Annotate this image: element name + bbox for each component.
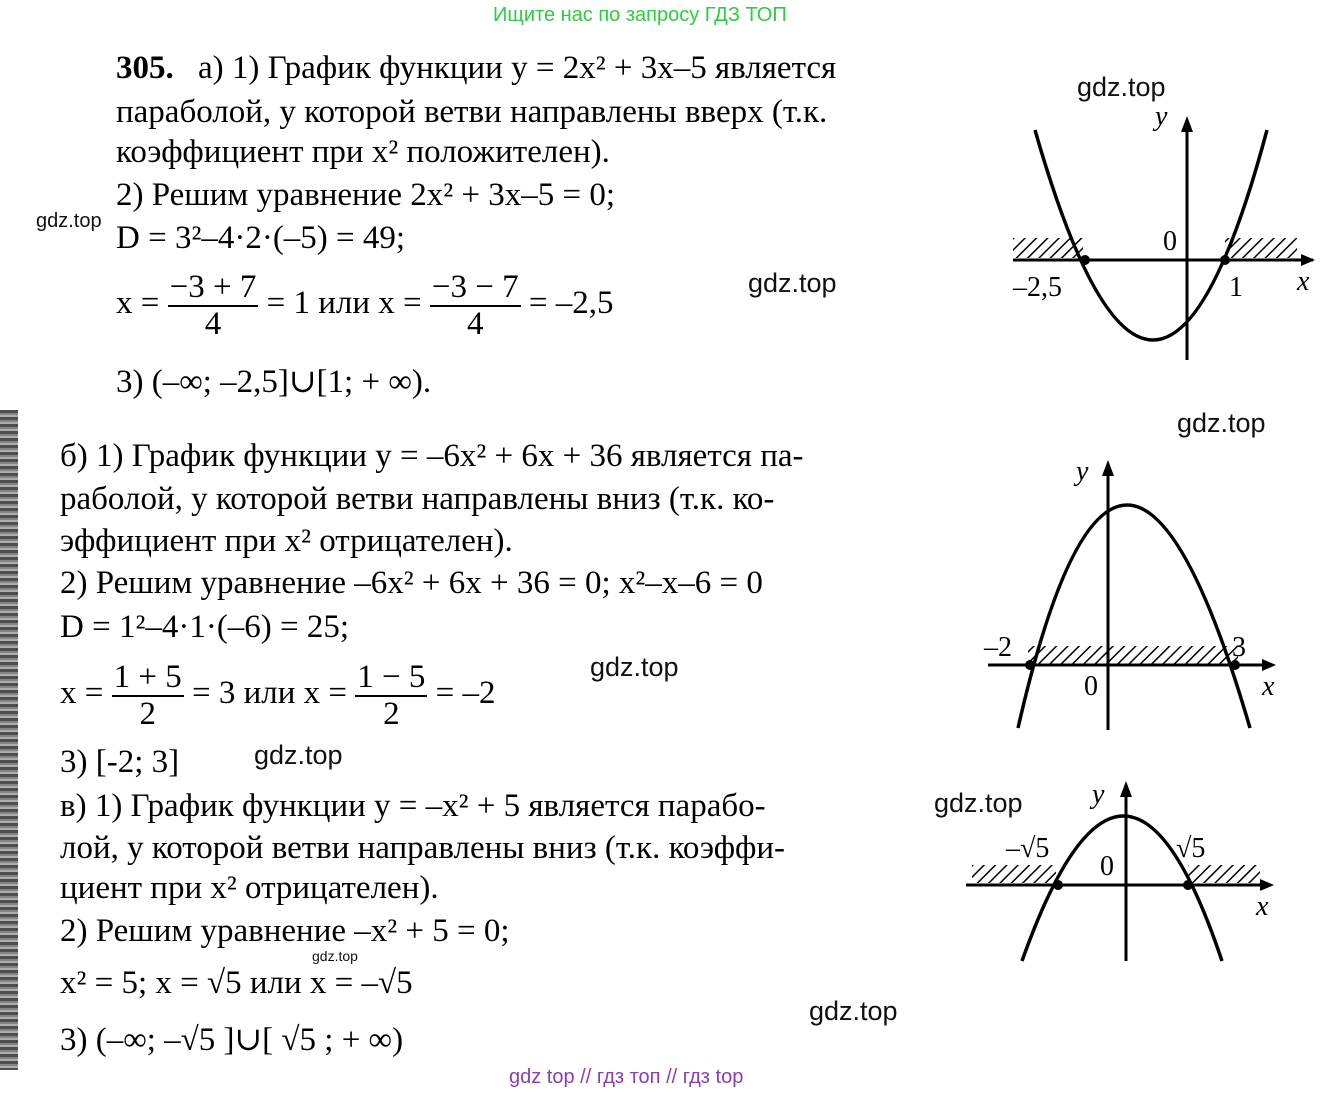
root-point-left xyxy=(1025,660,1035,670)
watermark: gdz.top xyxy=(1177,408,1266,438)
part-c-line-3: циент при x² отрицателен). xyxy=(60,870,439,906)
part-c-answer: 3) (–∞; –√5 ]∪[ √5 ; + ∞) xyxy=(60,1022,404,1058)
root-point-right xyxy=(1183,880,1193,890)
x-label: x xyxy=(1262,671,1275,702)
fraction-2 xyxy=(430,270,521,341)
origin-label: 0 xyxy=(1163,226,1177,257)
fraction-numerator: 1 − 5 xyxy=(357,659,426,695)
part-a-line-4: 2) Решим уравнение 2x² + 3x–5 = 0; xyxy=(116,177,616,213)
root-right-label: √5 xyxy=(1176,833,1206,864)
part-c-line-5: x² = 5; x = √5 или x = –√5 xyxy=(60,965,413,1001)
part-a-answer: 3) (–∞; –2,5]∪[1; + ∞). xyxy=(116,364,432,400)
part-b-line-4: 2) Решим уравнение –6x² + 6x + 36 = 0; x²–x–6 = 0 xyxy=(60,565,763,601)
graph-b xyxy=(980,450,1290,735)
graph-c xyxy=(960,775,1290,965)
hatch-between xyxy=(1028,646,1238,664)
part-c-line-1: в) 1) График функции y = –x² + 5 является парабо- xyxy=(60,788,766,824)
fraction-denominator: 4 xyxy=(204,305,222,342)
y-axis-arrow-icon xyxy=(1120,781,1132,797)
x-prefix: x = xyxy=(116,285,168,322)
hatch-left xyxy=(972,865,1056,883)
watermark: gdz.top xyxy=(36,210,102,232)
fraction-1 xyxy=(168,270,259,341)
watermark: gdz.top xyxy=(809,996,898,1026)
fraction-numerator: 1 + 5 xyxy=(113,659,182,695)
fraction-numerator: −3 − 7 xyxy=(431,269,519,305)
solution-end: = –2,5 xyxy=(520,285,614,322)
solution-end: = –2 xyxy=(427,675,496,712)
part-c-line-4: 2) Решим уравнение –x² + 5 = 0; xyxy=(60,913,510,949)
x-axis-arrow-icon xyxy=(1301,254,1315,266)
watermark: gdz.top xyxy=(254,740,343,770)
root-left-label: –2 xyxy=(984,632,1012,663)
x-axis-arrow-icon xyxy=(1260,879,1274,891)
fraction-denominator: 2 xyxy=(383,695,400,732)
solution-middle: = 1 или x = xyxy=(258,285,430,322)
part-b-line-5: D = 1²–4·1·(–6) = 25; xyxy=(60,609,350,645)
part-b-line-1: б) 1) График функции y = –6x² + 6x + 36 является па- xyxy=(60,438,804,474)
part-a-line-2: параболой, у которой ветви направлены вверх (т.к. xyxy=(116,94,828,130)
part-a-line-5: D = 3²–4·2·(–5) = 49; xyxy=(116,220,406,256)
watermark: gdz.top xyxy=(590,652,679,682)
part-b-answer: 3) [-2; 3] xyxy=(60,744,180,780)
parabola-a xyxy=(1035,130,1267,340)
root-point-right xyxy=(1220,255,1230,265)
solution-middle: = 3 или x = xyxy=(183,675,356,712)
hatch-right xyxy=(1188,865,1260,883)
x-label: x xyxy=(1297,266,1310,297)
root-point-left xyxy=(1080,255,1090,265)
top-banner: Ищите нас по запросу ГДЗ ТОП xyxy=(493,4,787,26)
y-axis-arrow-icon xyxy=(1102,460,1114,476)
fraction-denominator: 2 xyxy=(139,695,156,732)
parabola-b xyxy=(1018,505,1250,728)
graph-a xyxy=(1005,110,1325,370)
watermark: gdz.top xyxy=(1077,72,1166,102)
y-axis-arrow-icon xyxy=(1181,116,1193,132)
y-label: y xyxy=(1076,456,1089,487)
part-b-line-3: эффициент при x² отрицателен). xyxy=(60,523,513,559)
part-c-line-2: лой, у которой ветви направлены вниз (т.к. коэффи- xyxy=(60,830,786,866)
origin-label: 0 xyxy=(1084,671,1098,702)
watermark-small: gdz.top xyxy=(312,948,358,964)
x-axis-arrow-icon xyxy=(1262,659,1276,671)
bottom-banner: gdz top // гдз топ // гдз top xyxy=(509,1066,744,1088)
root-left-label: –2,5 xyxy=(1013,272,1062,303)
part-a-solution-line xyxy=(116,270,613,341)
part-a-line-1: а) 1) График функции y = 2x² + 3x–5 является xyxy=(198,50,837,86)
x-label: x xyxy=(1256,891,1269,922)
fraction-2 xyxy=(355,660,427,731)
root-right-label: 1 xyxy=(1229,272,1243,303)
part-a-line-3: коэффициент при x² положителен). xyxy=(116,134,610,170)
scan-edge-shadow xyxy=(0,410,18,1070)
root-right-label: 3 xyxy=(1232,632,1246,663)
watermark: gdz.top xyxy=(934,788,1023,818)
part-b-line-2: раболой, у которой ветви направлены вниз (т.к. ко- xyxy=(60,481,775,517)
problem-number: 305. xyxy=(116,50,174,86)
part-b-solution-line xyxy=(60,660,496,731)
x-prefix: x = xyxy=(60,675,112,712)
hatch-right xyxy=(1225,238,1297,258)
fraction-numerator: −3 + 7 xyxy=(169,269,257,305)
watermark: gdz.top xyxy=(748,268,837,298)
origin-label: 0 xyxy=(1100,851,1114,882)
root-point-left xyxy=(1053,880,1063,890)
y-label: y xyxy=(1092,779,1105,810)
y-label: y xyxy=(1155,110,1168,132)
fraction-1 xyxy=(112,660,184,731)
fraction-denominator: 4 xyxy=(466,305,484,342)
root-left-label: –√5 xyxy=(1006,833,1050,864)
